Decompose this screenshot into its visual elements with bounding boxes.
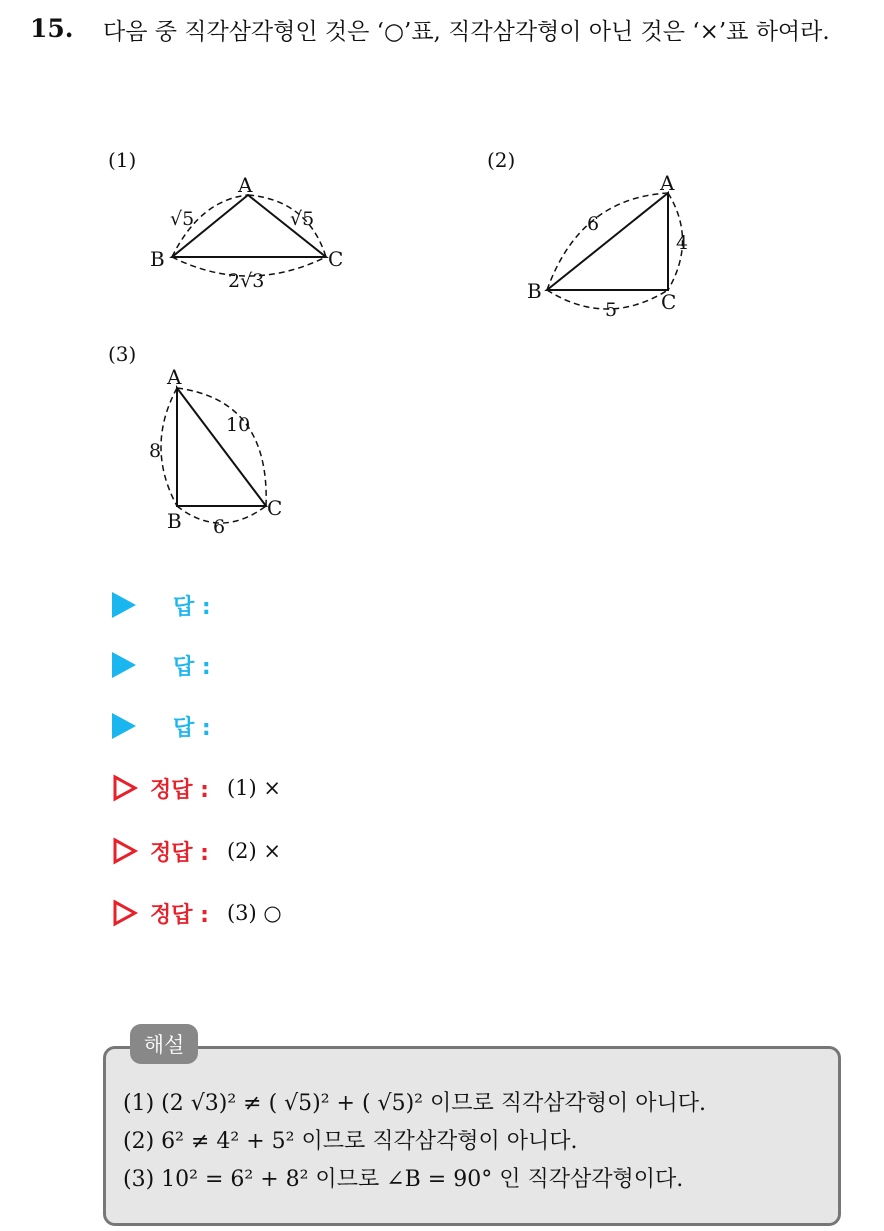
side-ac-label: √5 xyxy=(290,208,315,230)
vertex-c: C xyxy=(267,496,283,520)
key-label: 정답 : xyxy=(150,840,209,866)
key-value: (2) × xyxy=(226,839,281,863)
key-label: 정답 : xyxy=(150,902,209,928)
question-number: 15. xyxy=(30,14,74,43)
vertex-b: B xyxy=(150,247,165,271)
side-ab-label: 6 xyxy=(587,213,600,235)
explanation-line-2: (2) 6² ≠ 4² + 5² 이므로 직각삼각형이 아니다. xyxy=(123,1129,578,1154)
explanation-line-1: (1) (2 √3)² ≠ ( √5)² + ( √5)² 이므로 직각삼각형이 아니다. xyxy=(123,1091,706,1116)
problem-2-label: (2) xyxy=(487,148,516,172)
vertex-a: A xyxy=(167,365,182,389)
answer-label: 답 : xyxy=(173,594,211,620)
answer-row-3[interactable] xyxy=(112,708,211,744)
triangle-3 xyxy=(177,388,266,506)
question-text: 다음 중 직각삼각형인 것은 ‘○’표, 직각삼각형이 아닌 것은 ‘×’표 하여라. xyxy=(103,19,830,45)
triangle-2 xyxy=(547,193,668,290)
triangle-1-diagram xyxy=(148,170,348,290)
side-ac-label: 4 xyxy=(676,232,689,254)
answer-row-1[interactable] xyxy=(112,587,211,623)
vertex-a: A xyxy=(660,171,675,195)
side-ab-label: 8 xyxy=(149,440,162,462)
problem-3-label: (3) xyxy=(108,342,137,366)
vertex-c: C xyxy=(661,290,677,314)
side-bc-label: 2√3 xyxy=(228,270,265,292)
vertex-b: B xyxy=(167,509,182,533)
answer-label: 답 : xyxy=(173,654,211,680)
answer-label: 답 : xyxy=(173,715,211,741)
problem-1-label: (1) xyxy=(108,148,137,172)
outline-arrow-icon xyxy=(112,899,138,927)
key-value: (1) × xyxy=(226,776,281,800)
triangle-3-diagram xyxy=(140,360,290,540)
vertex-c: C xyxy=(328,247,344,271)
key-row-3 xyxy=(112,895,282,931)
triangle-2-diagram xyxy=(525,168,705,328)
answer-row-2[interactable] xyxy=(112,647,211,683)
explanation-title: 해설 xyxy=(130,1024,198,1064)
arc-ab xyxy=(161,388,177,506)
outline-arrow-icon xyxy=(112,774,138,802)
explanation-line-3: (3) 10² = 6² + 8² 이므로 ∠B = 90° 인 직각삼각형이다. xyxy=(123,1167,684,1192)
play-arrow-icon xyxy=(112,713,136,739)
outline-arrow-icon xyxy=(112,837,138,865)
key-label: 정답 : xyxy=(150,777,209,803)
key-row-1 xyxy=(112,770,281,806)
key-row-2 xyxy=(112,833,281,869)
side-ab-label: √5 xyxy=(170,208,195,230)
vertex-b: B xyxy=(527,279,542,303)
key-value: (3) ○ xyxy=(226,901,282,925)
side-bc-label: 5 xyxy=(605,299,618,321)
play-arrow-icon xyxy=(112,592,136,618)
play-arrow-icon xyxy=(112,652,136,678)
side-bc-label: 6 xyxy=(213,516,226,538)
vertex-a: A xyxy=(238,173,253,197)
side-ac-label: 10 xyxy=(226,414,251,436)
